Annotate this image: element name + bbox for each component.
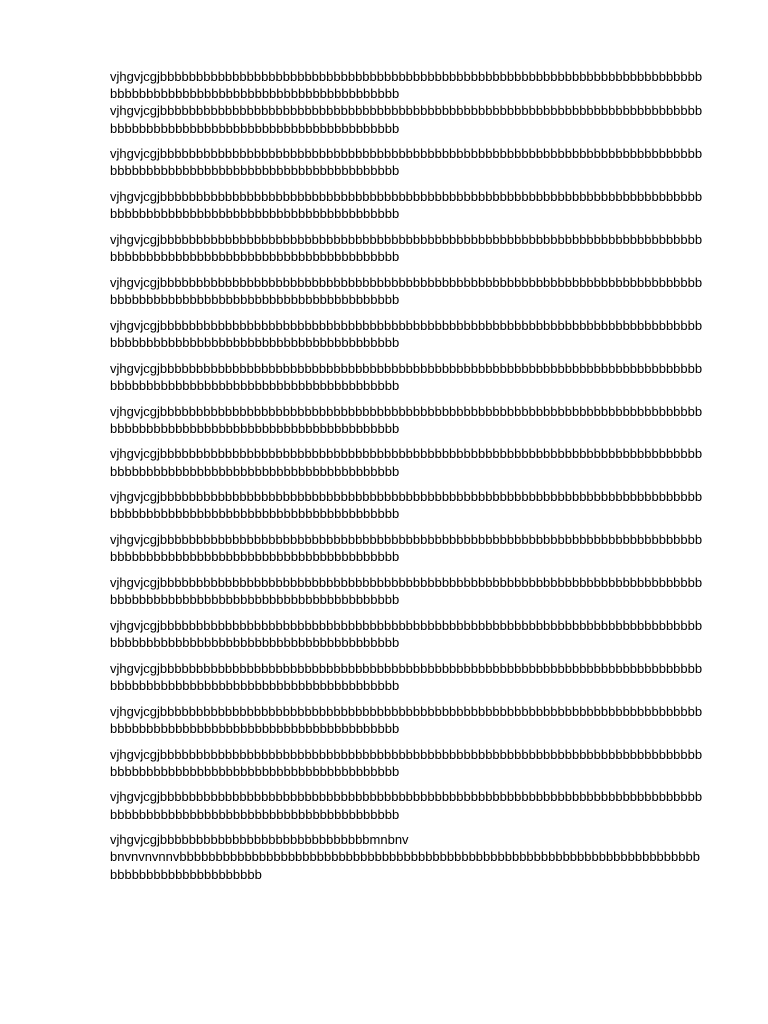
paragraph [110, 317, 720, 351]
paragraph [110, 617, 720, 651]
text-line: vjhgvjcgjbbbbbbbbbbbbbbbbbbbbbbbbbbbbbbbbbbbbbbbbbbbbbbbbbbbbbbbbbbbbbbbbbbbbbbbbbbb [110, 703, 703, 719]
text-line: bbbbbbbbbbbbbbbbbbbbbbbbbbbbbbbbbbbbbbbb [110, 120, 400, 136]
text-line: bbbbbbbbbbbbbbbbbbbbbbbbbbbbbbbbbbbbbbbb [110, 506, 400, 522]
text-line: bbbbbbbbbbbbbbbbbbbbb [110, 866, 262, 882]
text-line: vjhgvjcgjbbbbbbbbbbbbbbbbbbbbbbbbbbbbbbbbbbbbbbbbbbbbbbbbbbbbbbbbbbbbbbbbbbbbbbbbbbb [110, 746, 703, 762]
text-line: vjhgvjcgjbbbbbbbbbbbbbbbbbbbbbbbbbbbbbbbbbbbbbbbbbbbbbbbbbbbbbbbbbbbbbbbbbbbbbbbbbbb [110, 575, 703, 590]
text-line: bbbbbbbbbbbbbbbbbbbbbbbbbbbbbbbbbbbbbbbb [110, 377, 400, 393]
text-line: bbbbbbbbbbbbbbbbbbbbbbbbbbbbbbbbbbbbbbbb [110, 677, 400, 693]
document-body[interactable] [110, 68, 720, 891]
text-line: bbbbbbbbbbbbbbbbbbbbbbbbbbbbbbbbbbbbbbbb [110, 549, 400, 565]
paragraph [110, 488, 720, 522]
text-line: bbbbbbbbbbbbbbbbbbbbbbbbbbbbbbbbbbbbbbbb [110, 163, 400, 179]
text-line: bbbbbbbbbbbbbbbbbbbbbbbbbbbbbbbbbbbbbbbb [110, 806, 400, 822]
text-line: vjhgvjcgjbbbbbbbbbbbbbbbbbbbbbbbbbbbbbbbbbbbbbbbbbbbbbbbbbbbbbbbbbbbbbbbbbbbbbbbbbbb [110, 146, 703, 162]
text-line: bbbbbbbbbbbbbbbbbbbbbbbbbbbbbbbbbbbbbbbb [110, 292, 400, 308]
paragraph [110, 788, 720, 822]
text-line: vjhgvjcgjbbbbbbbbbbbbbbbbbbbbbbbbbbbbbbbbbbbbbbbbbbbbbbbbbbbbbbbbbbbbbbbbbbbbbbbbbbb [110, 360, 703, 376]
paragraph [110, 445, 720, 479]
text-line: bbbbbbbbbbbbbbbbbbbbbbbbbbbbbbbbbbbbbbbb [110, 86, 400, 102]
paragraph [110, 274, 720, 308]
text-line: bbbbbbbbbbbbbbbbbbbbbbbbbbbbbbbbbbbbbbbb [110, 463, 400, 479]
text-line: bnvnvnvnnvbbbbbbbbbbbbbbbbbbbbbbbbbbbbbbbbbbbbbbbbbbbbbbbbbbbbbbbbbbbbbbbbbbbbbbbb [110, 849, 700, 865]
text-line: bbbbbbbbbbbbbbbbbbbbbbbbbbbbbbbbbbbbbbbb [110, 763, 400, 779]
text-line: vjhgvjcgjbbbbbbbbbbbbbbbbbbbbbbbbbbbbbbbbbbbbbbbbbbbbbbbbbbbbbbbbbbbbbbbbbbbbbbbbbbb [110, 403, 703, 419]
text-line: bbbbbbbbbbbbbbbbbbbbbbbbbbbbbbbbbbbbbbbb [110, 249, 400, 265]
text-line: vjhgvjcgjbbbbbbbbbbbbbbbbbbbbbbbbbbbbbbbbbbbbbbbbbbbbbbbbbbbbbbbbbbbbbbbbbbbbbbbbbbb [110, 317, 703, 333]
text-line: vjhgvjcgjbbbbbbbbbbbbbbbbbbbbbbbbbbbbbbbbbbbbbbbbbbbbbbbbbbbbbbbbbbbbbbbbbbbbbbbbbbb [110, 69, 703, 84]
text-line: vjhgvjcgjbbbbbbbbbbbbbbbbbbbbbbbbbbbbbbbbbbbbbbbbbbbbbbbbbbbbbbbbbbbbbbbbbbbbbbbbbbb [110, 789, 703, 805]
paragraph [110, 703, 720, 737]
text-line: bbbbbbbbbbbbbbbbbbbbbbbbbbbbbbbbbbbbbbbb [110, 420, 400, 436]
text-line: bbbbbbbbbbbbbbbbbbbbbbbbbbbbbbbbbbbbbbbb [110, 635, 400, 651]
text-line: vjhgvjcgjbbbbbbbbbbbbbbbbbbbbbbbbbbbbbmnbnv [110, 832, 409, 848]
text-line: vjhgvjcgjbbbbbbbbbbbbbbbbbbbbbbbbbbbbbbbbbbbbbbbbbbbbbbbbbbbbbbbbbbbbbbbbbbbbbbbbbbb [110, 232, 703, 247]
text-line: bbbbbbbbbbbbbbbbbbbbbbbbbbbbbbbbbbbbbbbb [110, 206, 400, 222]
paragraph [110, 746, 720, 780]
paragraph [110, 574, 720, 608]
paragraph [110, 360, 720, 394]
paragraph [110, 403, 720, 437]
text-line: vjhgvjcgjbbbbbbbbbbbbbbbbbbbbbbbbbbbbbbbbbbbbbbbbbbbbbbbbbbbbbbbbbbbbbbbbbbbbbbbbbbb [110, 446, 703, 462]
paragraph [110, 145, 720, 179]
text-line: vjhgvjcgjbbbbbbbbbbbbbbbbbbbbbbbbbbbbbbbbbbbbbbbbbbbbbbbbbbbbbbbbbbbbbbbbbbbbbbbbbbb [110, 489, 703, 505]
text-line: vjhgvjcgjbbbbbbbbbbbbbbbbbbbbbbbbbbbbbbbbbbbbbbbbbbbbbbbbbbbbbbbbbbbbbbbbbbbbbbbbbbb [110, 660, 703, 676]
paragraph [110, 531, 720, 565]
text-line: vjhgvjcgjbbbbbbbbbbbbbbbbbbbbbbbbbbbbbbbbbbbbbbbbbbbbbbbbbbbbbbbbbbbbbbbbbbbbbbbbbbb [110, 189, 703, 205]
paragraph [110, 831, 720, 883]
text-line: vjhgvjcgjbbbbbbbbbbbbbbbbbbbbbbbbbbbbbbbbbbbbbbbbbbbbbbbbbbbbbbbbbbbbbbbbbbbbbbbbbbb [110, 617, 703, 633]
paragraph [110, 660, 720, 694]
text-line: bbbbbbbbbbbbbbbbbbbbbbbbbbbbbbbbbbbbbbbb [110, 720, 400, 736]
paragraph [110, 231, 720, 265]
paragraph [110, 188, 720, 222]
text-line: bbbbbbbbbbbbbbbbbbbbbbbbbbbbbbbbbbbbbbbb [110, 334, 400, 350]
text-line: bbbbbbbbbbbbbbbbbbbbbbbbbbbbbbbbbbbbbbbb [110, 592, 400, 608]
paragraph [110, 68, 720, 137]
text-line: vjhgvjcgjbbbbbbbbbbbbbbbbbbbbbbbbbbbbbbbbbbbbbbbbbbbbbbbbbbbbbbbbbbbbbbbbbbbbbbbbbbb [110, 274, 703, 290]
text-line: vjhgvjcgjbbbbbbbbbbbbbbbbbbbbbbbbbbbbbbbbbbbbbbbbbbbbbbbbbbbbbbbbbbbbbbbbbbbbbbbbbbb [110, 532, 703, 548]
text-line: vjhgvjcgjbbbbbbbbbbbbbbbbbbbbbbbbbbbbbbbbbbbbbbbbbbbbbbbbbbbbbbbbbbbbbbbbbbbbbbbbbbb [110, 103, 703, 119]
